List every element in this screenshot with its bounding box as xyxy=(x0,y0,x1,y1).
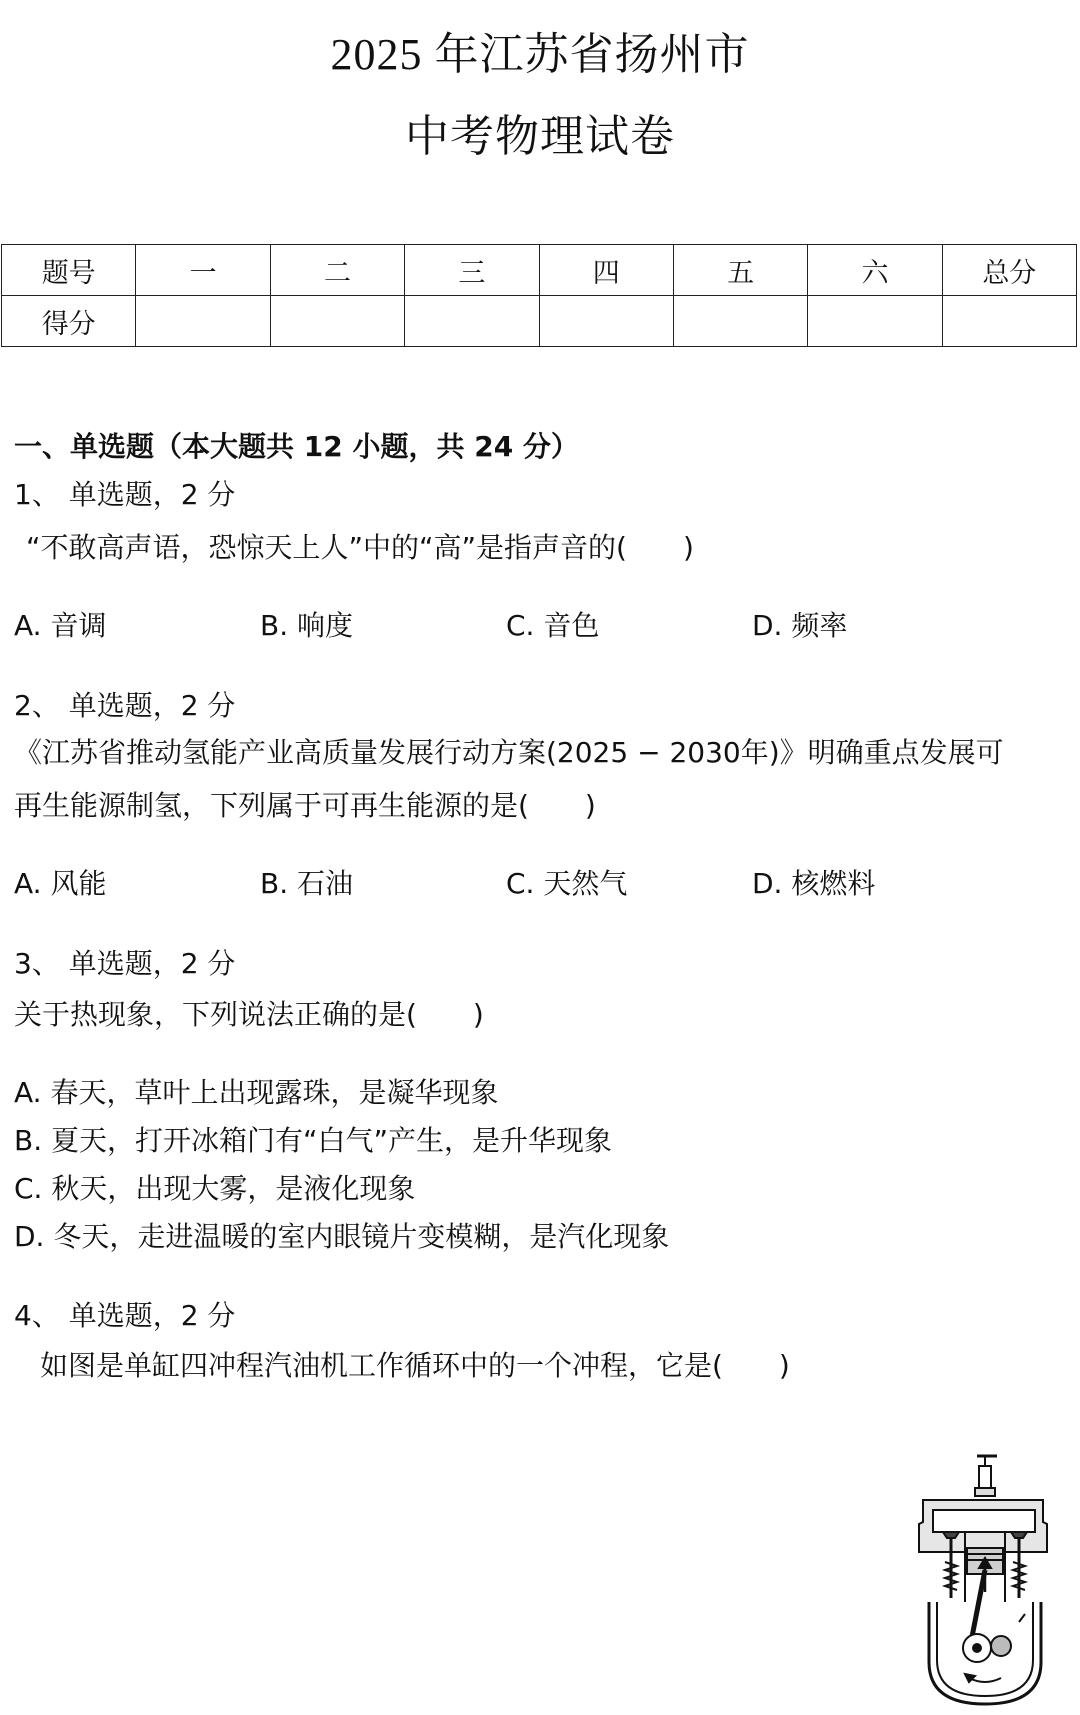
question-1-option-a[interactable]: A. 音调 xyxy=(14,609,107,642)
question-1-option-d[interactable]: D. 频率 xyxy=(752,609,848,642)
score-input-cell[interactable] xyxy=(270,296,404,347)
engine-cylinder-figure xyxy=(915,1452,1055,1712)
section-title: 一、单选题（本大题共 12 小题，共 24 分） xyxy=(14,430,579,463)
score-table-cell: 总分 xyxy=(942,245,1076,296)
question-4-header: 4、 单选题，2 分 xyxy=(14,1299,236,1332)
question-1-header: 1、 单选题，2 分 xyxy=(14,478,236,511)
question-3-option-d[interactable]: D. 冬天，走进温暖的室内眼镜片变模糊，是汽化现象 xyxy=(14,1220,670,1253)
score-table-header-row xyxy=(2,245,1077,296)
score-table-cell: 二 xyxy=(270,245,404,296)
score-table-cell: 一 xyxy=(136,245,270,296)
question-1-option-c[interactable]: C. 音色 xyxy=(506,609,600,642)
score-input-cell[interactable] xyxy=(942,296,1076,347)
score-table-cell: 五 xyxy=(673,245,807,296)
question-2-stem-line1: 《江苏省推动氢能产业高质量发展行动方案(2025 − 2030年)》明确重点发展可 xyxy=(14,736,1004,769)
question-3-stem: 关于热现象，下列说法正确的是( ) xyxy=(14,998,484,1031)
exam-title-line1: 2025 年江苏省扬州市 xyxy=(330,30,750,79)
score-table-cell: 四 xyxy=(539,245,673,296)
score-row-label: 得分 xyxy=(2,296,136,347)
question-4-stem: 如图是单缸四冲程汽油机工作循环中的一个冲程，它是( ) xyxy=(40,1349,790,1382)
question-3-header: 3、 单选题，2 分 xyxy=(14,947,236,980)
score-input-cell[interactable] xyxy=(539,296,673,347)
question-1-option-b[interactable]: B. 响度 xyxy=(260,609,354,642)
question-2-option-a[interactable]: A. 风能 xyxy=(14,867,107,900)
score-input-cell[interactable] xyxy=(673,296,807,347)
score-input-cell[interactable] xyxy=(136,296,270,347)
question-3-option-a[interactable]: A. 春天，草叶上出现露珠，是凝华现象 xyxy=(14,1076,499,1109)
question-2-stem-line2: 再生能源制氢，下列属于可再生能源的是( ) xyxy=(14,789,596,822)
question-3-option-b[interactable]: B. 夏天，打开冰箱门有“白气”产生，是升华现象 xyxy=(14,1124,613,1157)
question-2-option-d[interactable]: D. 核燃料 xyxy=(752,867,876,900)
score-table-cell: 三 xyxy=(405,245,539,296)
score-table-cell: 六 xyxy=(808,245,942,296)
score-table-cell: 题号 xyxy=(2,245,136,296)
question-2-option-c[interactable]: C. 天然气 xyxy=(506,867,628,900)
score-table xyxy=(1,244,1077,347)
question-3-option-c[interactable]: C. 秋天，出现大雾，是液化现象 xyxy=(14,1172,416,1205)
question-2-header: 2、 单选题，2 分 xyxy=(14,689,236,722)
score-input-cell[interactable] xyxy=(808,296,942,347)
exam-title-line2: 中考物理试卷 xyxy=(405,111,675,162)
question-2-option-b[interactable]: B. 石油 xyxy=(260,867,354,900)
question-1-stem: “不敢高声语，恐惊天上人”中的“高”是指声音的( ) xyxy=(26,531,694,564)
score-input-cell[interactable] xyxy=(405,296,539,347)
score-table-score-row xyxy=(2,296,1077,347)
